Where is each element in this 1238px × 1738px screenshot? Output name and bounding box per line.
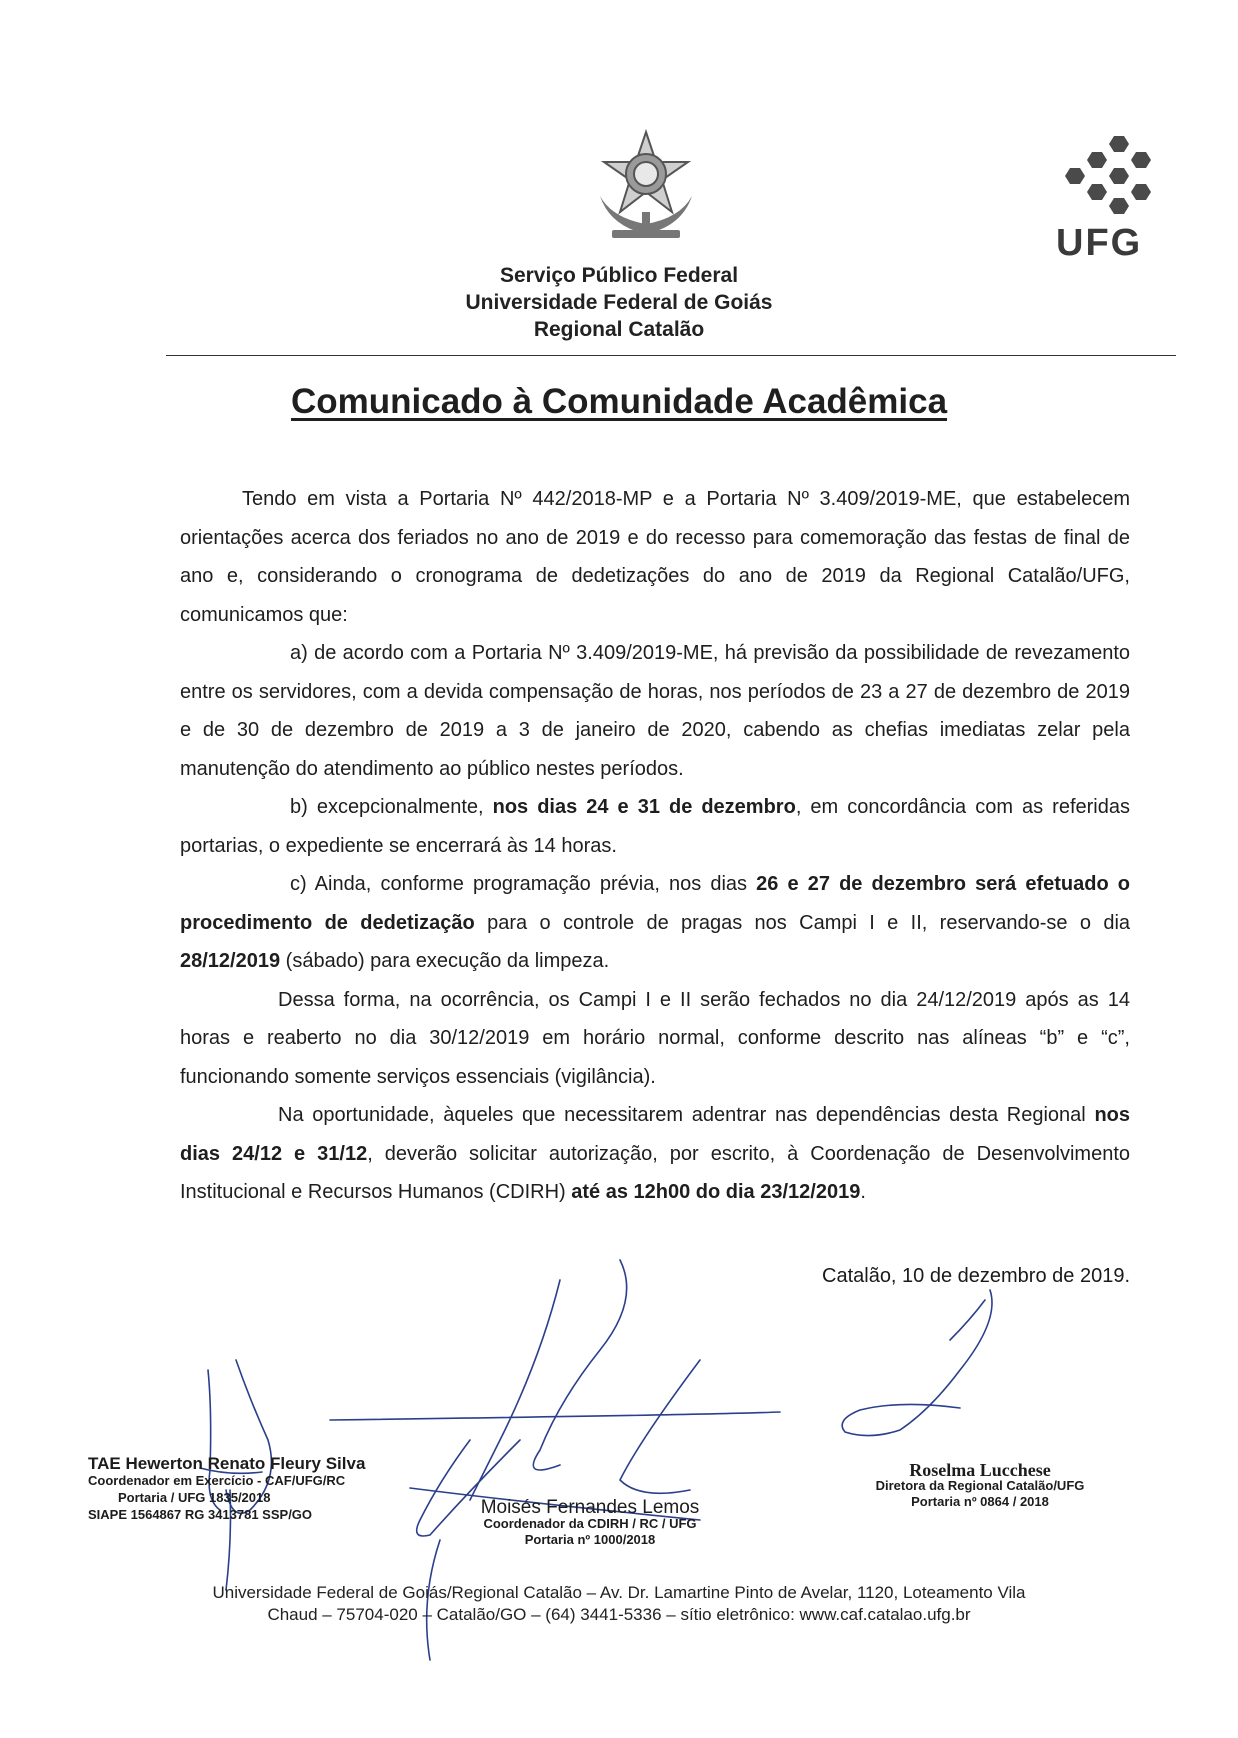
item-b-bold: nos dias 24 e 31 de dezembro	[492, 796, 796, 818]
access-text-post: .	[860, 1181, 866, 1203]
item-a-paragraph	[180, 634, 1130, 788]
item-c-bold-2: 28/12/2019	[180, 950, 281, 972]
item-a-text: a) de acordo com a Portaria Nº 3.409/2019-ME, há previsão da possibilidade de revezamento entre os servidores, com a devida compensação de horas, nos períodos de 23 a 27 de dezembro de 2019 e de 30 de dezembro de 2019 a 3 de janeiro de 2020, cabendo as chefias imediatas zelar pela manutenção do atendimento ao público nestes períodos.	[180, 642, 1130, 780]
signature-block-2	[470, 1497, 710, 1548]
footer-address-line-1: Universidade Federal de Goiás/Regional Catalão – Av. Dr. Lamartine Pinto de Avelar, 1120, Loteamento Vila	[212, 1583, 1026, 1602]
signature-block-3	[860, 1462, 1100, 1510]
signatory-2-name: Moisés Fernandes Lemos	[480, 1497, 700, 1518]
footer-address-line-2: Chaud – 75704-020 – Catalão/GO – (64) 3441-5336 – sítio eletrônico: www.caf.catalao.ufg.br	[267, 1605, 971, 1624]
item-c-text-post: (sábado) para execução da limpeza.	[280, 950, 610, 972]
intro-text: Tendo em vista a Portaria Nº 442/2018-MP e a Portaria Nº 3.409/2019-ME, que estabelecem orientações acerca dos feriados no ano de 2019 e do recesso para comemoração das festas de final de ano e, considerando o cronograma de dedetizações do ano de 2019 da Regional Catalão/UFG, comunicamos que:	[180, 488, 1130, 626]
signatory-3-role: Diretora da Regional Catalão/UFG	[875, 1478, 1085, 1493]
brazil-coat-of-arms-icon	[590, 126, 702, 252]
access-paragraph	[180, 1096, 1130, 1212]
item-c-paragraph	[180, 865, 1130, 981]
item-b-text-post: , em concordância com as referidas portarias, o expediente se encerrará às 14 horas.	[180, 796, 1130, 857]
signatory-1-decree: Portaria / UFG 1835/2018	[118, 1490, 271, 1505]
item-b-paragraph	[180, 788, 1130, 865]
header-divider	[166, 355, 1176, 356]
signatory-3-decree: Portaria nº 0864 / 2018	[911, 1494, 1049, 1509]
item-c-text-mid: para o controle de pragas nos Campi I e II, reservando-se o dia	[474, 911, 1131, 934]
signatory-2-role: Coordenador da CDIRH / RC / UFG	[483, 1516, 697, 1531]
closure-paragraph	[180, 981, 1130, 1097]
access-bold-1: nos dias 24/12 e 31/12	[180, 1104, 1130, 1165]
header-line-regional: Regional Catalão	[533, 318, 705, 341]
access-text-pre: Na oportunidade, àqueles que necessitarem adentrar nas dependências desta Regional	[278, 1104, 1095, 1126]
item-b-text-pre: b) excepcionalmente,	[290, 796, 493, 818]
signatory-1-ids: SIAPE 1564867 RG 3413781 SSP/GO	[88, 1507, 313, 1522]
header-line-service: Serviço Público Federal	[499, 264, 739, 287]
signatory-1-role: Coordenador em Exercício - CAF/UFG/RC	[88, 1473, 346, 1488]
signature-block-1	[88, 1455, 408, 1523]
header-line-university: Universidade Federal de Goiás	[465, 291, 773, 314]
signatory-1-name: TAE Hewerton Renato Fleury Silva	[88, 1454, 366, 1473]
institution-header	[0, 262, 1238, 343]
date-line: Catalão, 10 de dezembro de 2019.	[822, 1265, 1130, 1287]
intro-paragraph	[180, 480, 1130, 634]
access-text-mid: , deverão solicitar autorização, por escrito, à Coordenação de Desenvolvimento Institucional e Recursos Humanos (CDIRH)	[180, 1142, 1130, 1203]
document-body	[180, 480, 1130, 1212]
signatory-2-decree: Portaria nº 1000/2018	[524, 1532, 656, 1547]
ufg-logo	[1052, 130, 1162, 264]
ufg-hexagons-icon	[1052, 130, 1162, 225]
access-bold-2: até as 12h00 do dia 23/12/2019	[571, 1181, 861, 1203]
document-title: Comunicado à Comunidade Acadêmica	[290, 382, 948, 421]
page-footer	[0, 1582, 1238, 1626]
item-c-text-pre: c) Ainda, conforme programação prévia, nos dias	[290, 873, 757, 895]
item-c-bold-1: 26 e 27 de dezembro será efetuado o procedimento de dedetização	[180, 873, 1130, 934]
closure-text: Dessa forma, na ocorrência, os Campi I e II serão fechados no dia 24/12/2019 após as 14 horas e reaberto no dia 30/12/2019 em horário normal, conforme descrito nas alíneas “b” e “c”, funcionando somente serviços essenciais (vigilância).	[180, 988, 1130, 1088]
ufg-logo-text: UFG	[1056, 222, 1143, 264]
signatory-3-name: Roselma Lucchese	[909, 1460, 1051, 1480]
